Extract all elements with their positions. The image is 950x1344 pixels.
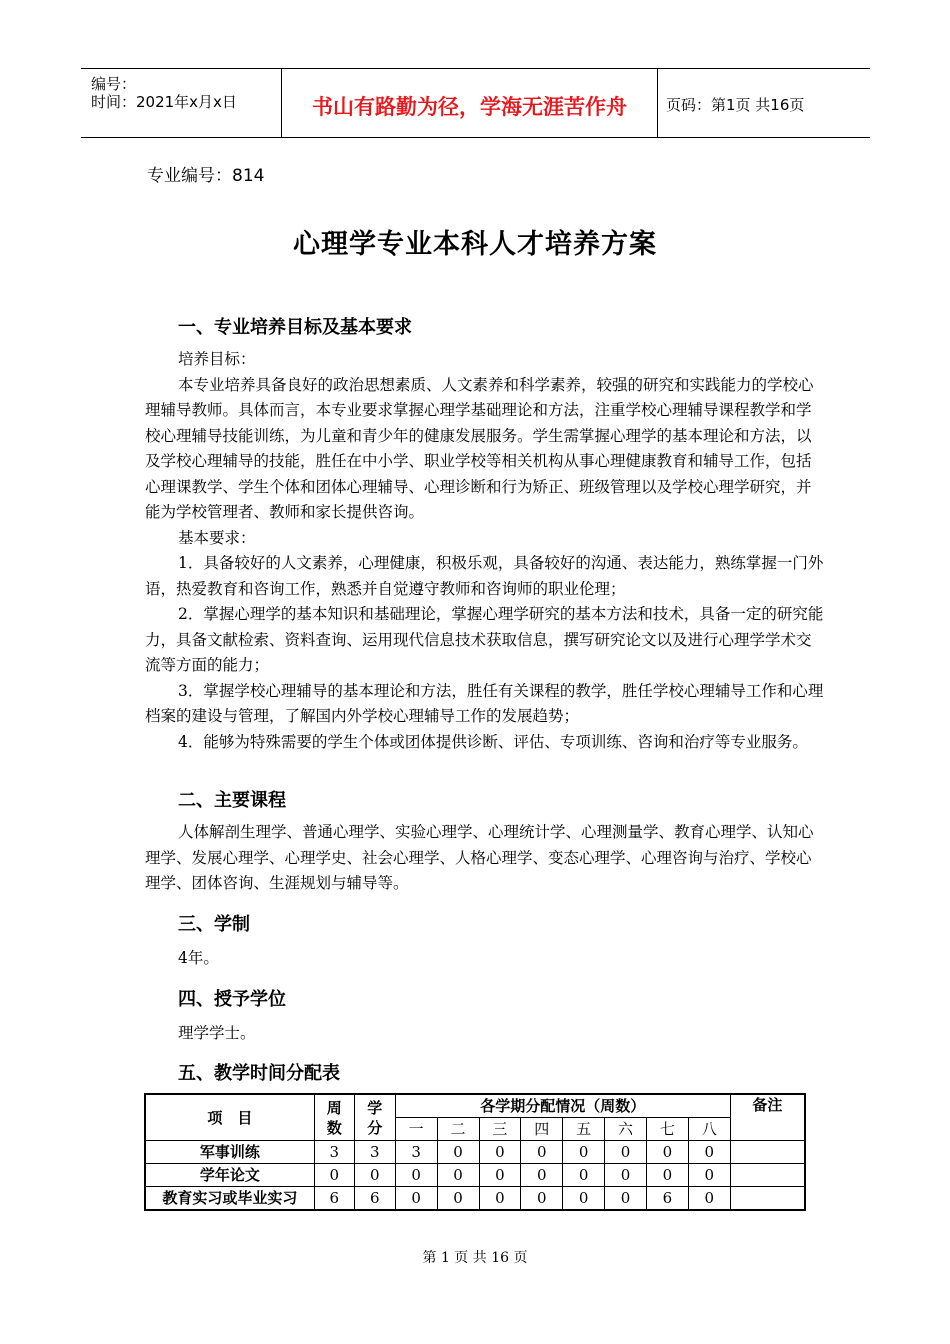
degree-text: 理学学士。 (178, 1024, 256, 1042)
row-semester: 0 (437, 1187, 479, 1211)
row-semester: 0 (479, 1164, 521, 1187)
row-credits: 0 (354, 1164, 395, 1187)
row-semester: 0 (605, 1187, 647, 1211)
time-label: 时间：2021年x月x日 (91, 93, 237, 111)
requirements-label: 基本要求： (178, 528, 256, 547)
row-note (730, 1187, 805, 1211)
semester-header: 七 (647, 1118, 689, 1141)
row-name: 学年论文 (145, 1164, 314, 1187)
row-semester: 0 (521, 1141, 563, 1164)
header-motto-cell (282, 69, 658, 137)
row-semester: 0 (688, 1164, 730, 1187)
row-weeks: 0 (314, 1164, 354, 1187)
document-title: 心理学专业本科人才培养方案 (293, 229, 657, 260)
col-note-header: 备注 (730, 1094, 805, 1141)
row-semester: 0 (395, 1164, 437, 1187)
row-credits: 3 (354, 1141, 395, 1164)
col-weeks-header: 周数 (314, 1094, 354, 1141)
section1-body (145, 347, 825, 755)
header-page-cell (658, 69, 870, 137)
row-note (730, 1164, 805, 1187)
row-semester: 0 (479, 1141, 521, 1164)
row-semester: 6 (647, 1187, 689, 1211)
row-semester: 0 (647, 1141, 689, 1164)
semester-header: 五 (563, 1118, 605, 1141)
row-credits: 6 (354, 1187, 395, 1211)
row-semester: 0 (688, 1187, 730, 1211)
duration-text: 4年。 (178, 949, 219, 967)
table-row (145, 1141, 805, 1164)
row-semester: 0 (437, 1164, 479, 1187)
table-row (145, 1187, 805, 1211)
semester-header: 六 (605, 1118, 647, 1141)
courses-text: 人体解剖生理学、普通心理学、实验心理学、心理统计学、心理测量学、教育心理学、认知心理学、发展心理学、心理学史、社会心理学、人格心理学、变态心理学、心理咨询与治疗、学校心理学、团体咨询、生涯规划与辅导等。 (145, 823, 814, 892)
row-semester: 0 (563, 1164, 605, 1187)
semester-header: 一 (395, 1118, 437, 1141)
major-code: 专业编号：814 (147, 166, 265, 186)
semester-header: 二 (437, 1118, 479, 1141)
number-label: 编号： (91, 75, 137, 93)
goal-label: 培养目标： (178, 350, 256, 368)
row-semester: 0 (563, 1141, 605, 1164)
row-weeks: 3 (314, 1141, 354, 1164)
semester-header: 三 (479, 1118, 521, 1141)
motto: 书山有路勤为径，学海无涯苦作舟 (312, 95, 627, 119)
row-name: 教育实习或毕业实习 (145, 1187, 314, 1211)
section4-heading: 四、授予学位 (178, 989, 286, 1010)
row-semester: 0 (437, 1141, 479, 1164)
goal-text: 本专业培养具备良好的政治思想素质、人文素养和科学素养，较强的研究和实践能力的学校心理辅导教师。具体而言，本专业要求掌握心理学基础理论和方法，注重学校心理辅导课程教学和学校心理辅导技能训练，为儿童和青少年的健康发展服务。学生需掌握心理学的基本理论和方法，以及学校心理辅导的技能，胜任在中小学、职业学校等相关机构从事心理健康教育和辅导工作，包括心理课教学、学生个体和团体心理辅导、心理诊断和行为矫正、班级管理以及学校心理学研究，并能为学校管理者、教师和家长提供咨询。 (145, 375, 814, 521)
requirement-item: 3．掌握学校心理辅导的基本理论和方法，胜任有关课程的教学，胜任学校心理辅导工作和心理档案的建设与管理，了解国内外学校心理辅导工作的发展趋势； (145, 681, 824, 725)
section1-heading: 一、专业培养目标及基本要求 (178, 317, 412, 338)
header-meta-cell (81, 69, 282, 137)
section3-heading: 三、学制 (178, 914, 250, 935)
col-credits-header: 学分 (354, 1094, 395, 1141)
row-semester: 0 (563, 1187, 605, 1211)
section2-body (145, 820, 825, 897)
table-row (145, 1164, 805, 1187)
row-weeks: 6 (314, 1187, 354, 1211)
row-semester: 0 (688, 1141, 730, 1164)
row-semester: 3 (395, 1141, 437, 1164)
row-note (730, 1141, 805, 1164)
requirement-item: 2．掌握心理学的基本知识和基础理论，掌握心理学研究的基本方法和技术，具备一定的研究能力，具备文献检索、资料查询、运用现代信息技术获取信息，撰写研究论文以及进行心理学学术交流等方面的能力； (145, 605, 824, 674)
semester-header: 四 (521, 1118, 563, 1141)
row-semester: 0 (647, 1164, 689, 1187)
page-footer: 第 1 页 共 16 页 (422, 1250, 528, 1266)
row-semester: 0 (521, 1164, 563, 1187)
teaching-time-table (144, 1093, 806, 1211)
row-semester: 0 (605, 1164, 647, 1187)
row-semester: 0 (521, 1187, 563, 1211)
row-semester: 0 (605, 1141, 647, 1164)
semester-header: 八 (688, 1118, 730, 1141)
requirement-item: 4．能够为特殊需要的学生个体或团体提供诊断、评估、专项训练、咨询和治疗等专业服务。 (178, 732, 808, 751)
page-info: 页码：第1页 共16页 (666, 96, 805, 114)
row-semester: 0 (395, 1187, 437, 1211)
requirement-item: 1．具备较好的人文素养，心理健康，积极乐观，具备较好的沟通、表达能力，熟练掌握一门外语，热爱教育和咨询工作，熟悉并自觉遵守教师和咨询师的职业伦理； (145, 554, 824, 598)
row-semester: 0 (479, 1187, 521, 1211)
col-semesters-header: 各学期分配情况（周数） (395, 1094, 730, 1118)
row-name: 军事训练 (145, 1141, 314, 1164)
col-item-header: 项 目 (145, 1094, 314, 1141)
page-header (81, 68, 870, 138)
section5-heading: 五、教学时间分配表 (178, 1063, 340, 1084)
section2-heading: 二、主要课程 (178, 790, 286, 811)
